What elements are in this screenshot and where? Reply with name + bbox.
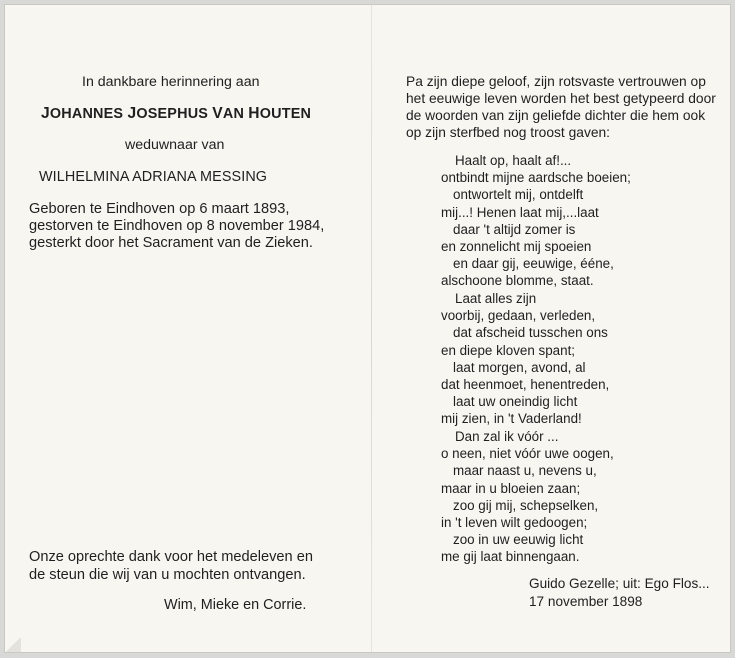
- poem-attribution: Guido Gezelle; uit: Ego Flos...: [529, 576, 710, 591]
- bio-line: gestorven te Eindhoven op 8 november 1984,: [29, 218, 325, 234]
- poem-line: mij zien, in 't Vaderland!: [441, 411, 582, 427]
- poem-stanza-3: [441, 428, 614, 566]
- poem-line: laat uw oneindig licht: [453, 394, 578, 410]
- intro-text: In dankbare herinnering aan: [82, 74, 260, 90]
- poem-line: in 't leven wilt gedoogen;: [441, 514, 588, 530]
- poem-line: maar naast u, nevens u,: [453, 463, 597, 479]
- poem-line: zoo in uw eeuwig licht: [453, 532, 584, 548]
- poem-line: voorbij, gedaan, verleden,: [441, 308, 596, 324]
- thanks-block: [29, 548, 313, 584]
- relation-text: weduwnaar van: [125, 137, 225, 153]
- poem-date: 17 november 1898: [529, 594, 643, 609]
- memorial-card: [4, 4, 731, 653]
- poem-line: me gij laat binnengaan.: [441, 549, 580, 565]
- deceased-name: JOHANNES JOSEPHUS VAN HOUTEN: [41, 105, 312, 122]
- poem-line: Dan zal ik vóór ...: [455, 429, 559, 444]
- poem-line: ontwortelt mij, ontdelft: [453, 187, 584, 203]
- poem-line: dat heenmoet, henentreden,: [441, 376, 610, 392]
- poem-line: dat afscheid tusschen ons: [453, 325, 608, 341]
- poem-line: alschoone blomme, staat.: [441, 273, 594, 289]
- poem-stanza-2: [441, 290, 609, 428]
- intro-line: de woorden van zijn geliefde dichter die hem ook: [406, 108, 706, 123]
- poem-line: en daar gij, eeuwige, éénе,: [453, 256, 614, 272]
- poem-line: en diepe kloven spant;: [441, 342, 576, 358]
- card-corner: [5, 638, 21, 652]
- poem-line: zoo gij mij, schepselken,: [453, 497, 599, 513]
- poem-line: daar 't altijd zomer is: [453, 221, 576, 237]
- biography-block: [29, 201, 324, 252]
- poem-intro: [406, 73, 716, 141]
- intro-line: Pa zijn diepe geloof, zijn rotsvaste vertrouwen op: [406, 74, 706, 89]
- poem-line: laat morgen, avond, al: [453, 359, 586, 375]
- intro-line: op zijn sterfbed nog troost gaven:: [406, 125, 611, 140]
- poem-line: maar in u bloeien zaan;: [441, 480, 581, 496]
- thanks-line: de steun die wij van u mochten ontvangen.: [29, 567, 306, 583]
- poem-stanza-1: [441, 152, 631, 290]
- poem-line: mij...! Henen laat mij,...laat: [441, 204, 599, 220]
- poem-line: o neen, niet vóór uwe oogen,: [441, 446, 614, 462]
- poem-line: ontbindt mijne aardsche boeien;: [441, 170, 631, 186]
- intro-line: het eeuwige leven worden het best getypeerd door: [406, 91, 716, 106]
- signature: Wim, Mieke en Corrie.: [164, 597, 307, 613]
- spouse-name: WILHELMINA ADRIANA MESSING: [39, 169, 268, 185]
- bio-line: Geboren te Eindhoven op 6 maart 1893,: [29, 201, 290, 217]
- poem-line: Laat alles zijn: [455, 291, 537, 306]
- poem-line: Haalt op, haalt af!...: [455, 153, 572, 168]
- thanks-line: Onze oprechte dank voor het medeleven en: [29, 549, 313, 565]
- poem-line: en zonnelicht mij spoeien: [441, 238, 592, 254]
- bio-line: gesterkt door het Sacrament van de Zieken.: [29, 235, 313, 251]
- center-fold: [371, 5, 372, 652]
